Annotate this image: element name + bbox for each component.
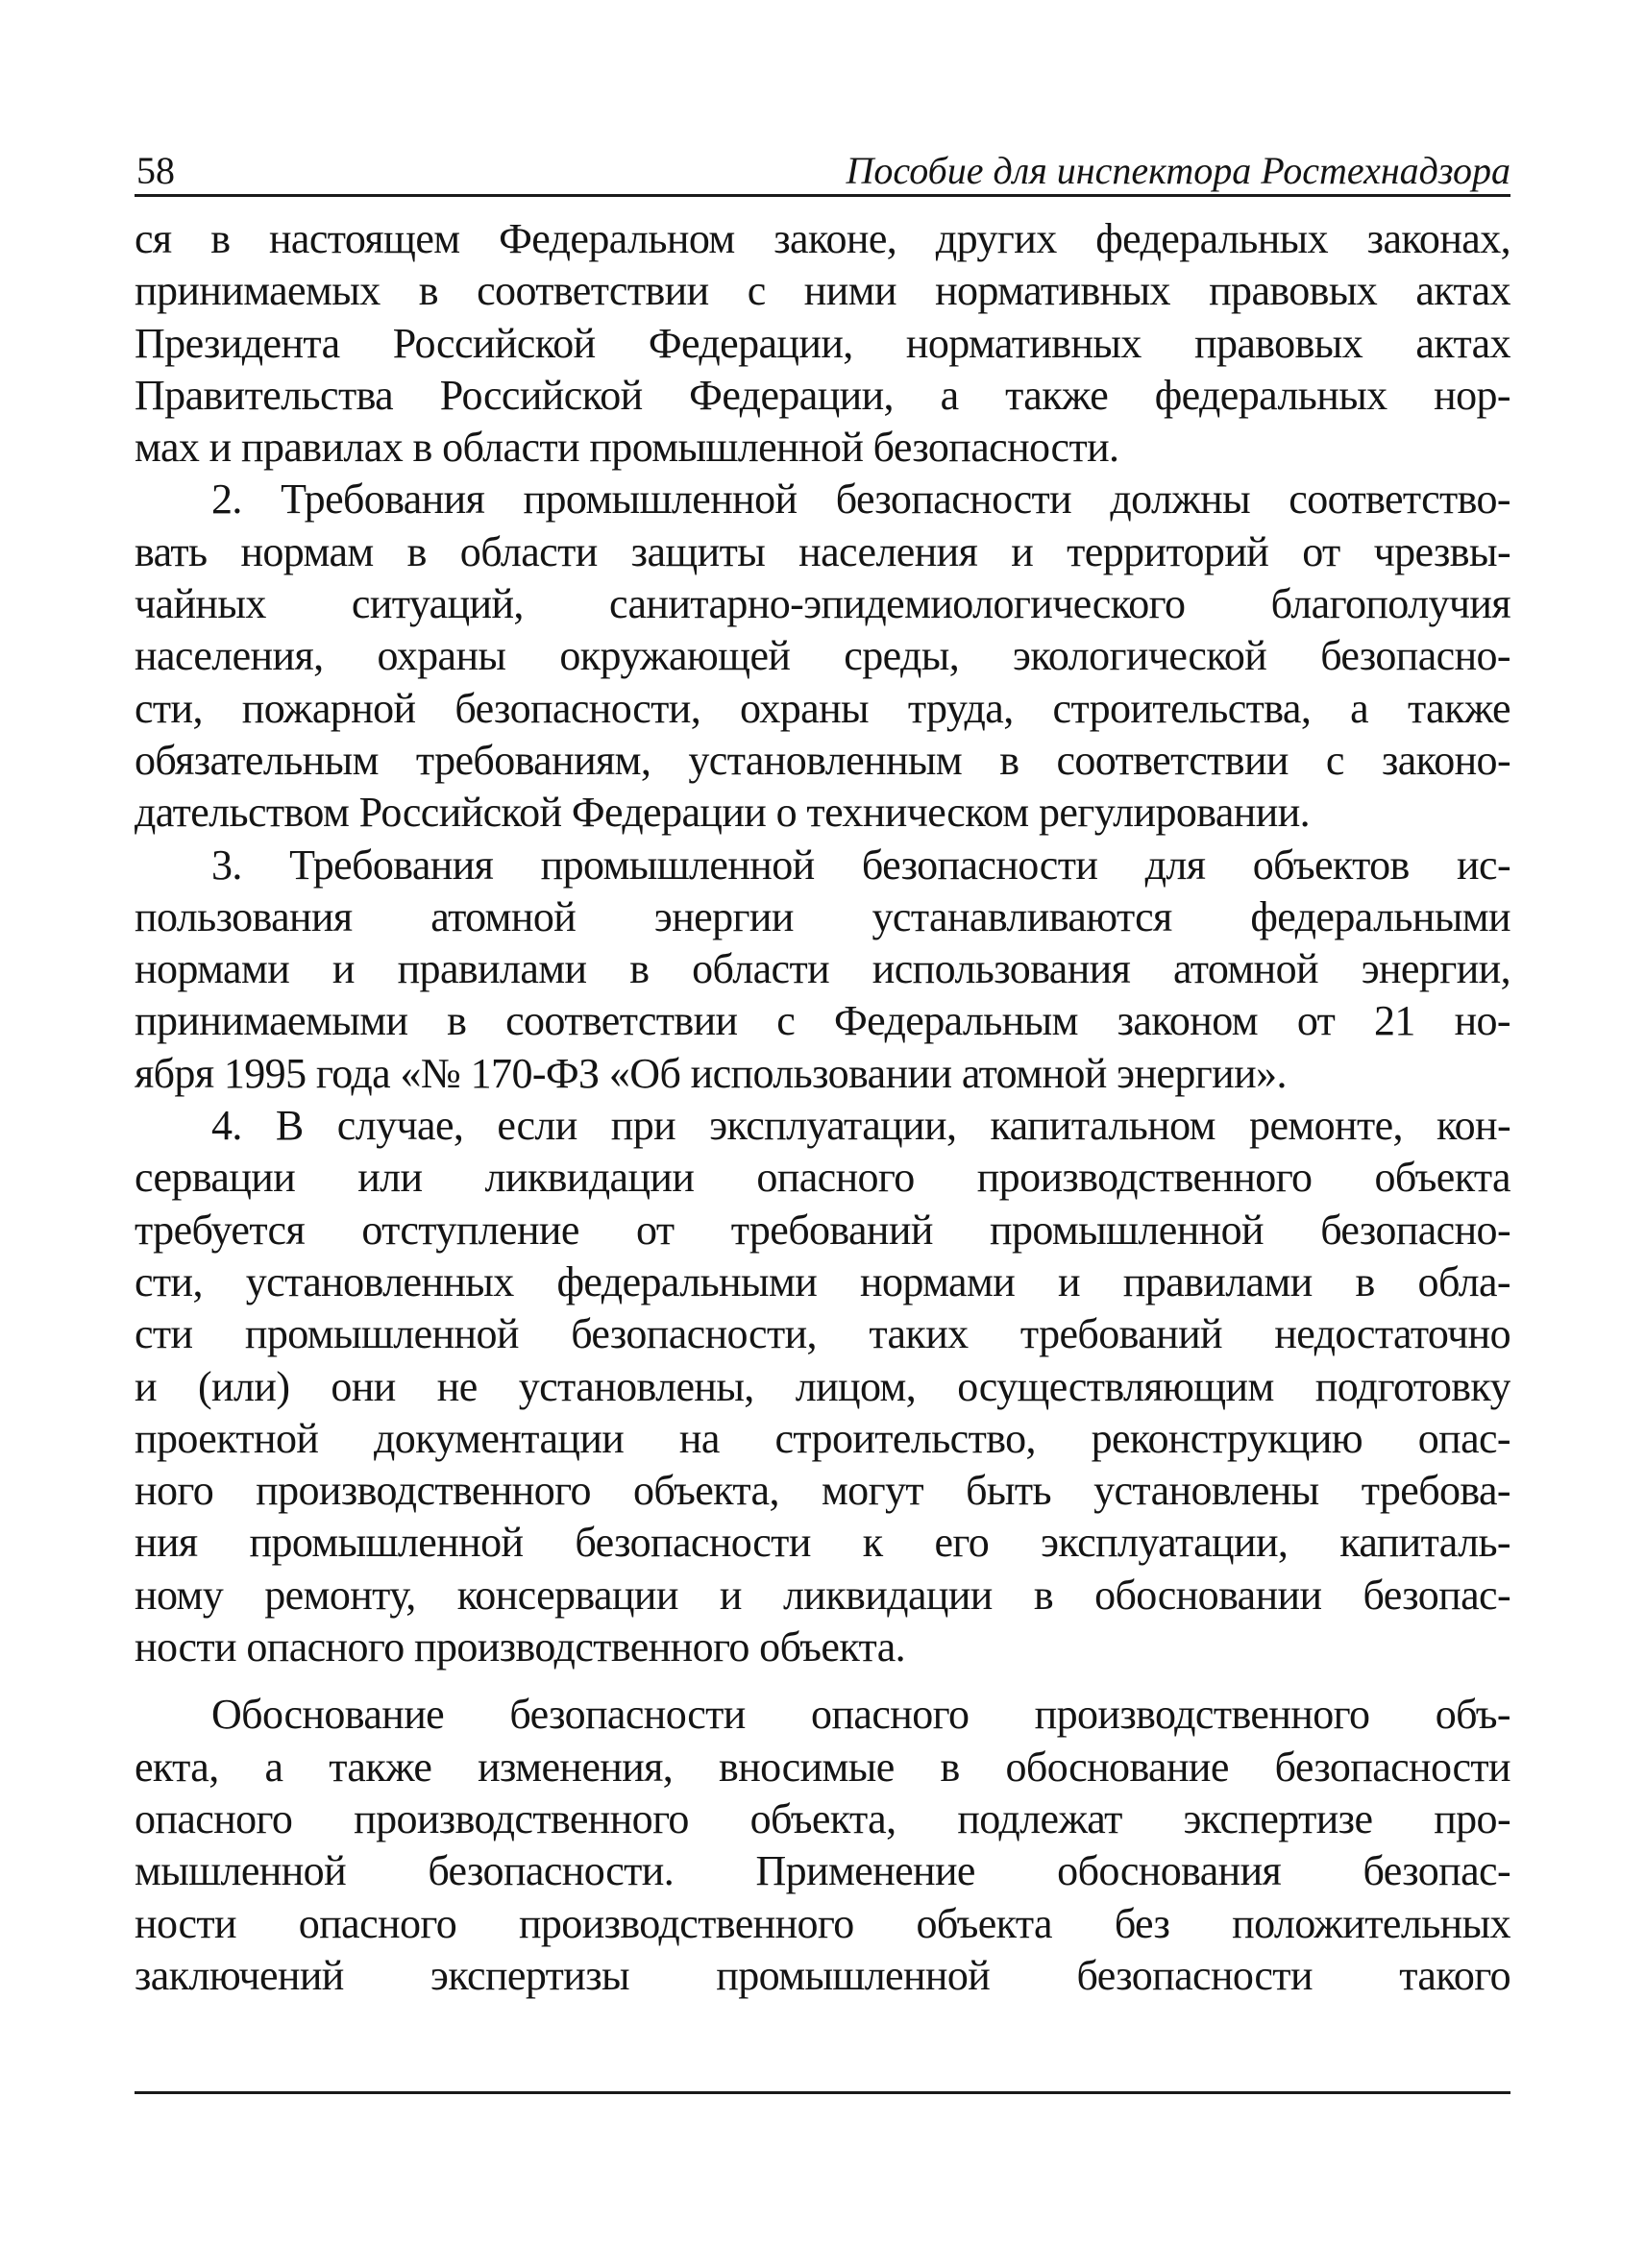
footnote-rule <box>135 2091 1510 2094</box>
text-line: ности опасного производственного объекта. <box>135 1623 906 1671</box>
text-line: требуется отступление от требований промышленной безопасно- <box>135 1206 1510 1254</box>
text-line: дательством Российской Федерации о техническом регулировании. <box>135 789 1311 837</box>
text-line: пользования атомной энергии устанавливаются федеральными <box>135 892 1510 940</box>
running-head <box>135 144 1510 197</box>
text-line: и (или) они не установлены, лицом, осуществляющим подготовку <box>135 1362 1510 1410</box>
text-line: заключений экспертизы промышленной безопасности такого <box>135 1951 1510 1999</box>
text-line: сти промышленной безопасности, таких требований недостаточно <box>135 1310 1510 1358</box>
text-line: сервации или ликвидации опасного производственного объекта <box>135 1154 1510 1202</box>
text-line: проектной документации на строительство, реконструкцию опас- <box>135 1414 1510 1462</box>
text-line: ности опасного производственного объекта без положительных <box>135 1899 1510 1947</box>
text-line: Президента Российской Федерации, нормативных правовых актах <box>135 319 1510 367</box>
text-line: ября 1995 года «№ 170-ФЗ «Об использовании атомной энергии». <box>135 1049 1287 1097</box>
text-line: чайных ситуаций, санитарно-эпидемиологического благополучия <box>135 580 1510 628</box>
text-line: сти, пожарной безопасности, охраны труда, строительства, а также <box>135 684 1510 732</box>
text-line: населения, охраны окружающей среды, экологической безопасно- <box>135 632 1510 680</box>
text-line: Обоснование безопасности опасного производственного объ- <box>211 1691 1510 1739</box>
paragraph-spacer <box>135 1673 1510 1689</box>
running-title: Пособие для инспектора Ростехнадзора <box>846 149 1510 192</box>
text-line: ного производственного объекта, могут быть установлены требова- <box>135 1467 1510 1515</box>
text-line: ному ремонту, консервации и ликвидации в обосновании безопас- <box>135 1571 1510 1619</box>
text-line: ния промышленной безопасности к его эксплуатации, капиталь- <box>135 1519 1510 1567</box>
paragraph-5 <box>135 1689 1510 2002</box>
paragraph-2 <box>135 474 1510 839</box>
text-line: 4. В случае, если при эксплуатации, капитальном ремонте, кон- <box>211 1102 1510 1150</box>
text-line: принимаемых в соответствии с ними нормативных правовых актах <box>135 267 1510 315</box>
text-line: мышленной безопасности. Применение обоснования безопас- <box>135 1847 1510 1895</box>
text-line: вать нормам в области защиты населения и территорий от чрезвы- <box>135 527 1510 575</box>
text-line: принимаемыми в соответствии с Федеральным законом от 21 но- <box>135 997 1510 1045</box>
text-line: екта, а также изменения, вносимые в обоснование безопасности <box>135 1743 1510 1791</box>
text-line: Правительства Российской Федерации, а также федеральных нор- <box>135 371 1510 419</box>
text-line: ся в настоящем Федеральном законе, других федеральных законах, <box>135 215 1510 262</box>
page-number: 58 <box>136 149 175 192</box>
text-line: сти, установленных федеральными нормами и правилами в обла- <box>135 1257 1510 1305</box>
text-line: мах и правилах в области промышленной безопасности. <box>135 424 1119 472</box>
text-line: 3. Требования промышленной безопасности для объектов ис- <box>211 841 1510 889</box>
text-line: опасного производственного объекта, подлежат экспертизе про- <box>135 1794 1510 1842</box>
body-text <box>135 213 1510 2002</box>
text-line: нормами и правилами в области использования атомной энергии, <box>135 945 1510 993</box>
paragraph-1 <box>135 213 1510 474</box>
paragraph-3 <box>135 840 1510 1100</box>
paragraph-4 <box>135 1100 1510 1673</box>
text-line: 2. Требования промышленной безопасности должны соответство- <box>211 476 1510 524</box>
text-line: обязательным требованиям, установленным в соответствии с законо- <box>135 736 1510 784</box>
